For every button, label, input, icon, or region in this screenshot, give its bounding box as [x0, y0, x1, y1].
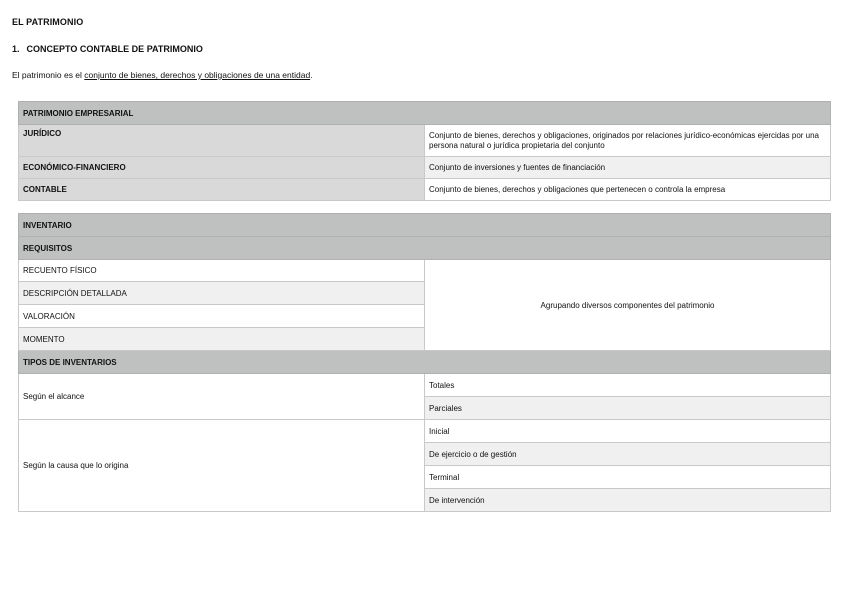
requisitos-header: REQUISITOS	[19, 237, 831, 260]
tipo-item: Inicial	[425, 420, 831, 443]
row-label: JURÍDICO	[19, 125, 425, 157]
table-row	[19, 179, 831, 201]
table-row	[19, 420, 831, 443]
tipo-item: De intervención	[425, 489, 831, 512]
inventario-header: INVENTARIO	[19, 214, 831, 237]
tipo-item: Parciales	[425, 397, 831, 420]
row-value: Conjunto de inversiones y fuentes de financiación	[425, 157, 831, 179]
tipo-item: De ejercicio o de gestión	[425, 443, 831, 466]
table-row	[19, 125, 831, 157]
tipos-header: TIPOS DE INVENTARIOS	[19, 351, 831, 374]
requisito-item: RECUENTO FÍSICO	[19, 260, 425, 282]
table-row	[19, 260, 831, 282]
tipo-causa-label: Según la causa que lo origina	[19, 420, 425, 512]
requisito-item: DESCRIPCIÓN DETALLADA	[19, 282, 425, 305]
row-label: ECONÓMICO-FINANCIERO	[19, 157, 425, 179]
tipo-item: Terminal	[425, 466, 831, 489]
section-number: 1.	[12, 44, 20, 54]
document-title: EL PATRIMONIO	[12, 17, 84, 27]
row-label: CONTABLE	[19, 179, 425, 201]
intro-paragraph	[12, 70, 313, 80]
section-title: CONCEPTO CONTABLE DE PATRIMONIO	[26, 44, 203, 54]
intro-suffix: .	[310, 70, 313, 80]
patrimonio-header: PATRIMONIO EMPRESARIAL	[19, 102, 831, 125]
requisitos-note: Agrupando diversos componentes del patrimonio	[425, 260, 831, 351]
tipo-alcance-label: Según el alcance	[19, 374, 425, 420]
section-heading	[12, 44, 203, 54]
row-value: Conjunto de bienes, derechos y obligaciones que pertenecen o controla la empresa	[425, 179, 831, 201]
patrimonio-table	[18, 101, 831, 201]
table-row	[19, 374, 831, 397]
tipo-item: Totales	[425, 374, 831, 397]
inventario-table	[18, 213, 831, 512]
intro-prefix: El patrimonio es el	[12, 70, 85, 80]
requisito-item: MOMENTO	[19, 328, 425, 351]
table-row	[19, 157, 831, 179]
requisito-item: VALORACIÓN	[19, 305, 425, 328]
row-value: Conjunto de bienes, derechos y obligaciones, originados por relaciones jurídico-económicas ejercidas por una persona natural o jurídica propietaria del conjunto	[425, 125, 831, 157]
intro-definition-link[interactable]: conjunto de bienes, derechos y obligaciones de una entidad	[84, 70, 311, 80]
